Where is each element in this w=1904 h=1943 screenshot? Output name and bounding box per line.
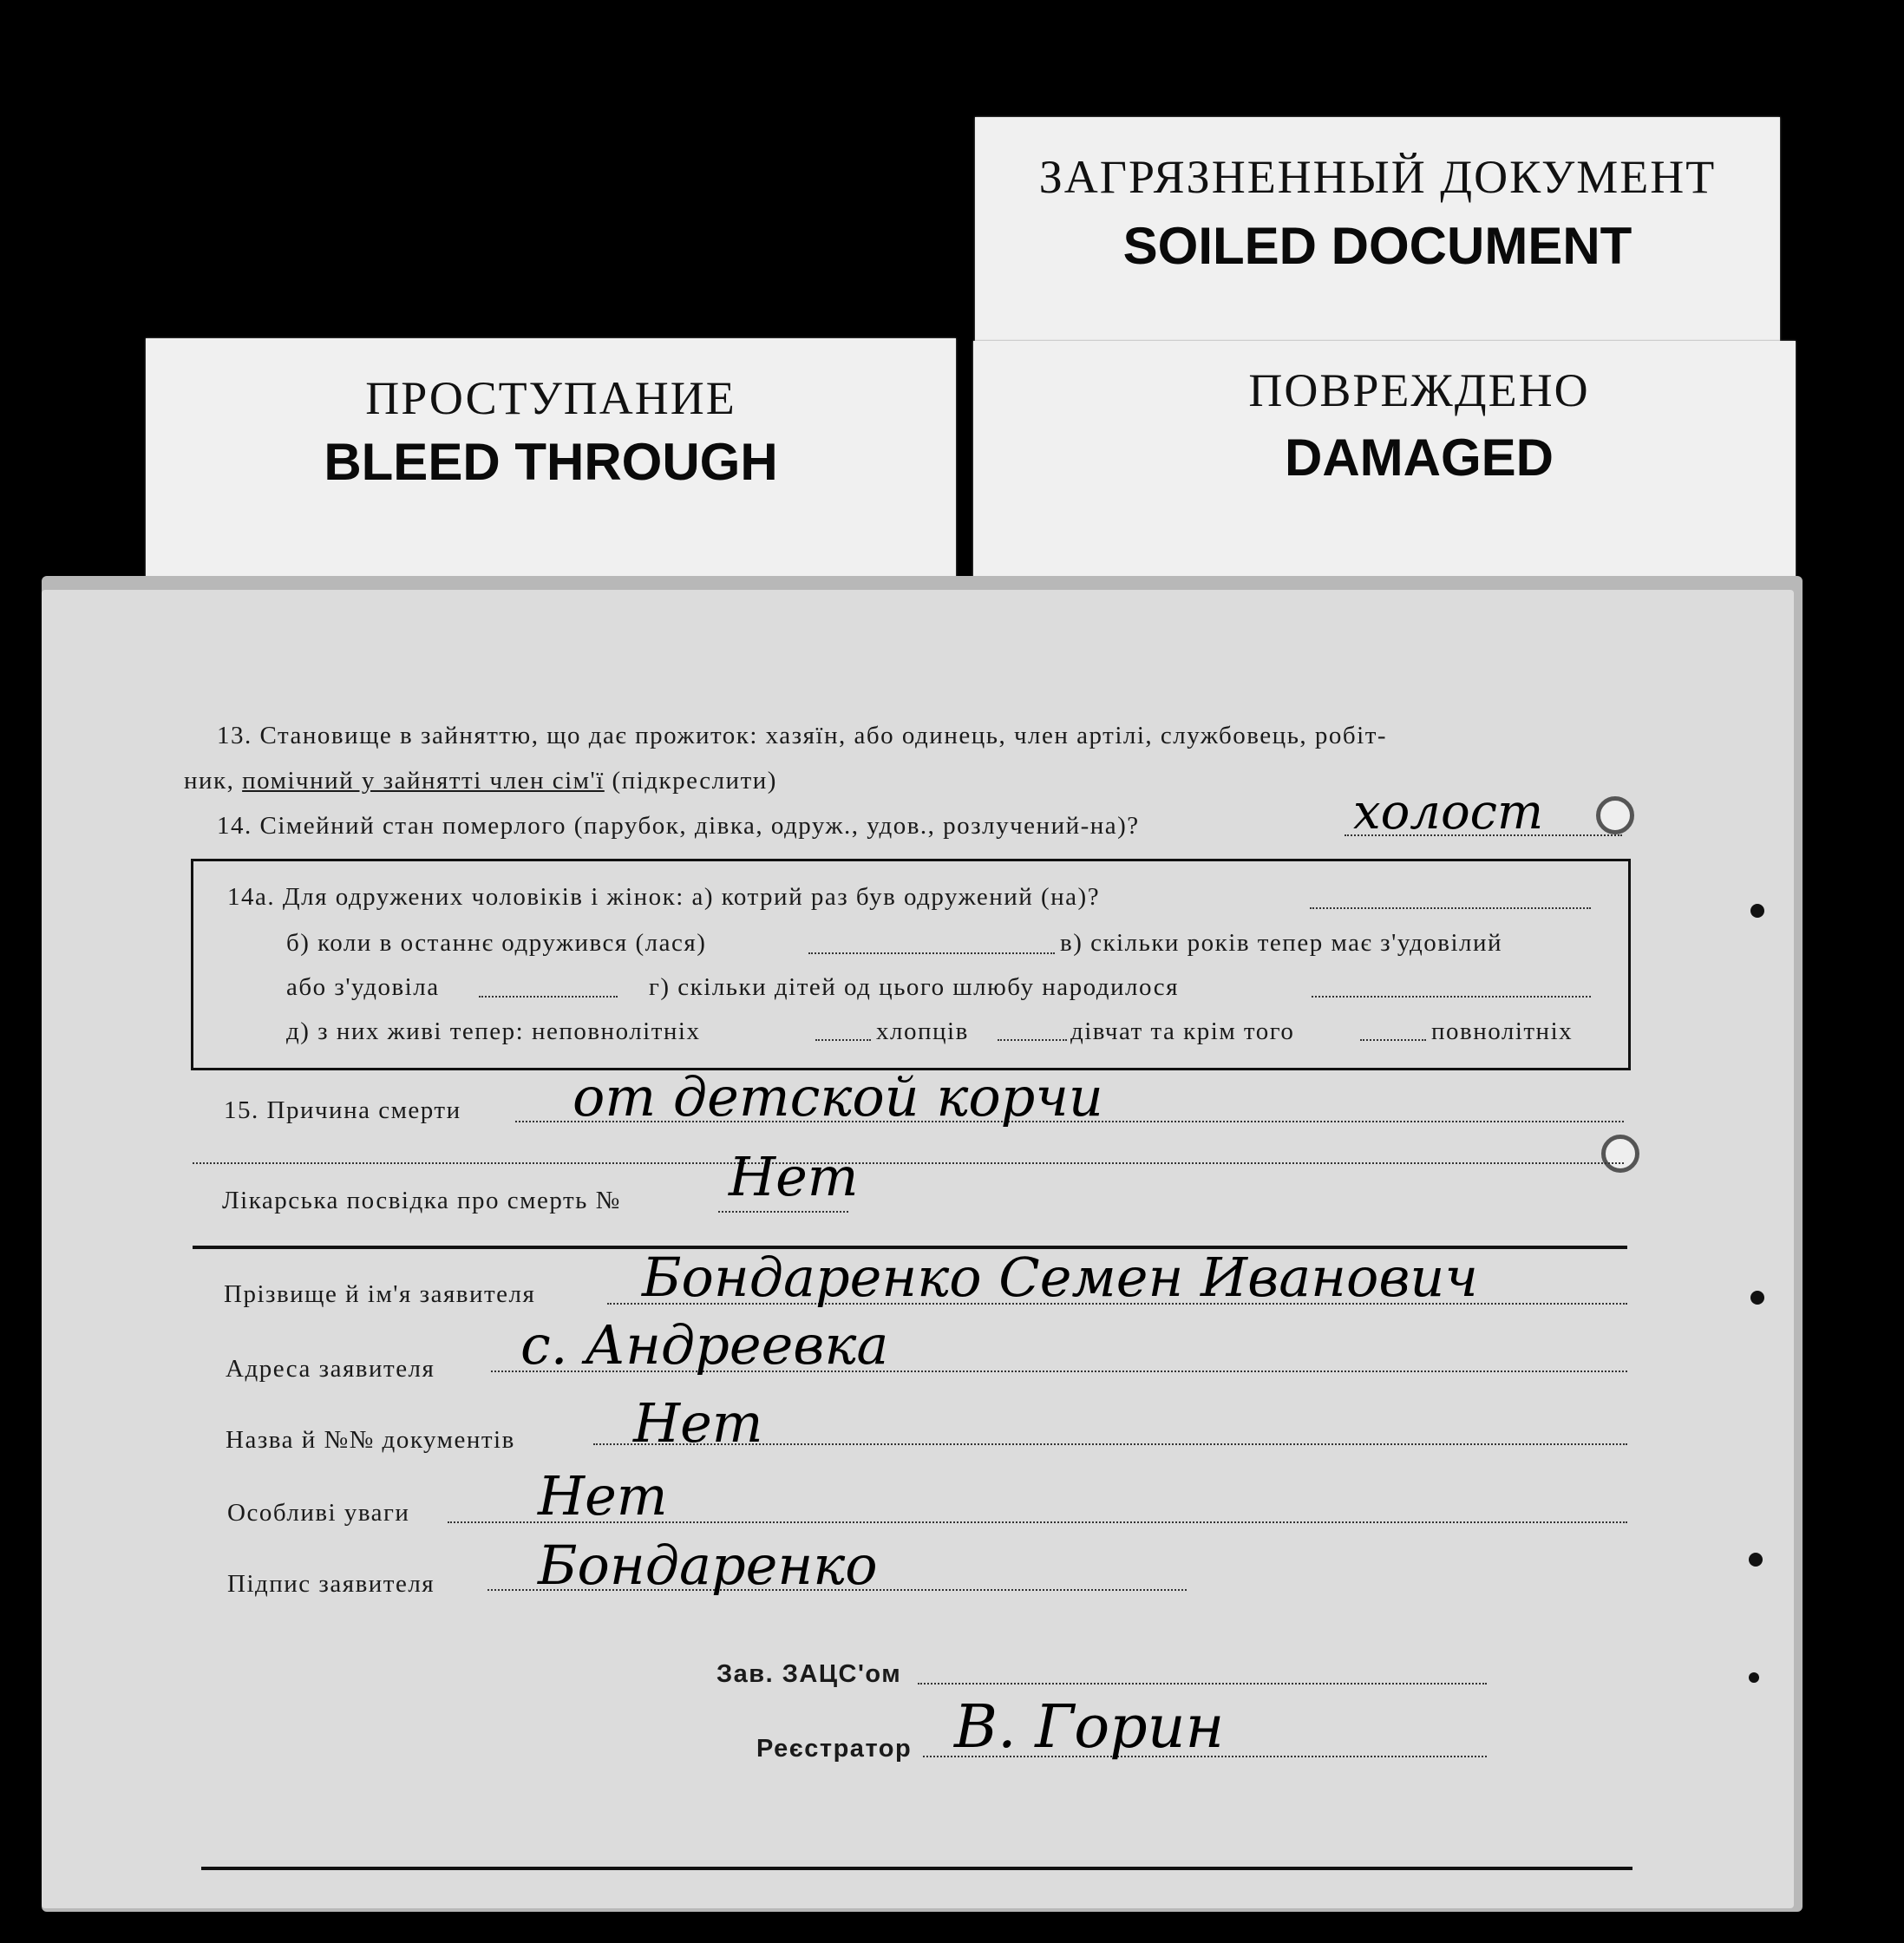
remarks-handwritten: Нет xyxy=(538,1464,668,1528)
item14a-dots-f xyxy=(998,1039,1067,1041)
item14a-dots-a xyxy=(1310,907,1591,909)
signature-label: Підпис заявителя xyxy=(227,1570,435,1598)
item15-label: 15. Причина смерти xyxy=(224,1096,461,1124)
item15-handwritten-value: от детской корчи xyxy=(573,1065,1103,1129)
item15-dotted-line-2 xyxy=(193,1162,1624,1164)
item14a-dots-d xyxy=(1312,996,1591,998)
remarks-label: Особливі уваги xyxy=(227,1499,410,1527)
item14-handwritten-value: холост xyxy=(1353,784,1544,841)
binder-hole xyxy=(1750,904,1764,918)
item14-label: 14. Сімейний стан померлого (парубок, дівка, одруж., удов., розлучений-на)? xyxy=(217,812,1140,840)
medical-label: Лікарська посвідка про смерть № xyxy=(222,1187,621,1214)
item13-underlined-option: помічний у зайнятті член сім'ї xyxy=(242,767,605,795)
registrar-label: Реєстратор xyxy=(756,1735,913,1763)
damaged-label-en: DAMAGED xyxy=(1285,429,1554,487)
binder-hole xyxy=(1749,1553,1763,1567)
documents-label: Назва й №№ документів xyxy=(226,1426,515,1454)
documents-handwritten: Нет xyxy=(633,1391,763,1455)
binder-hole xyxy=(1749,1672,1759,1683)
applicant-address-handwritten: с. Андреевка xyxy=(520,1313,889,1377)
item14a-dots-c xyxy=(479,996,618,998)
head-dotted-line xyxy=(918,1683,1487,1685)
item13-prefix: ник, xyxy=(184,767,235,795)
item13-line2 xyxy=(184,767,777,795)
binder-hole xyxy=(1750,1291,1764,1305)
medical-handwritten-value: Нет xyxy=(729,1145,859,1208)
applicant-name-label: Прізвище й ім'я заявителя xyxy=(224,1280,536,1308)
damaged-label-ru: ПОВРЕЖДЕНО xyxy=(1248,364,1590,416)
item14a-line3-a: або з'удовіла xyxy=(286,973,440,1001)
item14a-dots-g xyxy=(1360,1039,1426,1041)
item14a-line4-c: дівчат та крім того xyxy=(1070,1017,1295,1045)
item14a-line4-d: повнолітніх xyxy=(1431,1017,1574,1045)
registrar-signature: В. Горин xyxy=(954,1693,1225,1762)
medical-dotted-line xyxy=(718,1211,848,1213)
soiled-document-card xyxy=(975,117,1780,377)
item13-suffix: (підкреслити) xyxy=(612,767,777,795)
applicant-name-handwritten: Бондаренко Семен Иванович xyxy=(642,1246,1478,1309)
bottom-rule xyxy=(201,1867,1632,1870)
item14a-dots-e xyxy=(815,1039,871,1041)
item14a-dots-b xyxy=(808,952,1055,954)
applicant-address-label: Адреса заявителя xyxy=(226,1355,435,1383)
item14a-line2-a: б) коли в останнє одружився (лася) xyxy=(286,929,707,957)
bleed-label-en: BLEED THROUGH xyxy=(324,433,778,491)
item13-line1: 13. Становище в зайняттю, що дає прожиток: хазяїн, або одинець, член артілі, службовець, робіт- xyxy=(217,722,1388,749)
item14a-line4-a: д) з них живі тепер: неповнолітніх xyxy=(286,1017,701,1045)
binder-ring xyxy=(1596,796,1634,834)
item14a-line1: 14а. Для одружених чоловіків і жінок: а) котрий раз був одружений (на)? xyxy=(227,883,1101,911)
item14a-line2-b: в) скільки років тепер має з'удовілий xyxy=(1060,929,1503,957)
soiled-label-en: SOILED DOCUMENT xyxy=(1122,217,1632,275)
head-label: Зав. ЗАЦС'ом xyxy=(716,1660,902,1688)
item14a-line3-b: г) скільки дітей од цього шлюбу народилося xyxy=(649,973,1179,1001)
binder-ring xyxy=(1601,1135,1639,1173)
damaged-card xyxy=(973,341,1796,601)
bleed-label-ru: ПРОСТУПАНИЕ xyxy=(365,372,736,424)
soiled-label-ru: ЗАГРЯЗНЕННЫЙ ДОКУМЕНТ xyxy=(1038,151,1717,203)
item14a-line4-b: хлопців xyxy=(876,1017,969,1045)
applicant-signature: Бондаренко xyxy=(538,1534,878,1597)
bleed-through-card xyxy=(146,338,956,599)
